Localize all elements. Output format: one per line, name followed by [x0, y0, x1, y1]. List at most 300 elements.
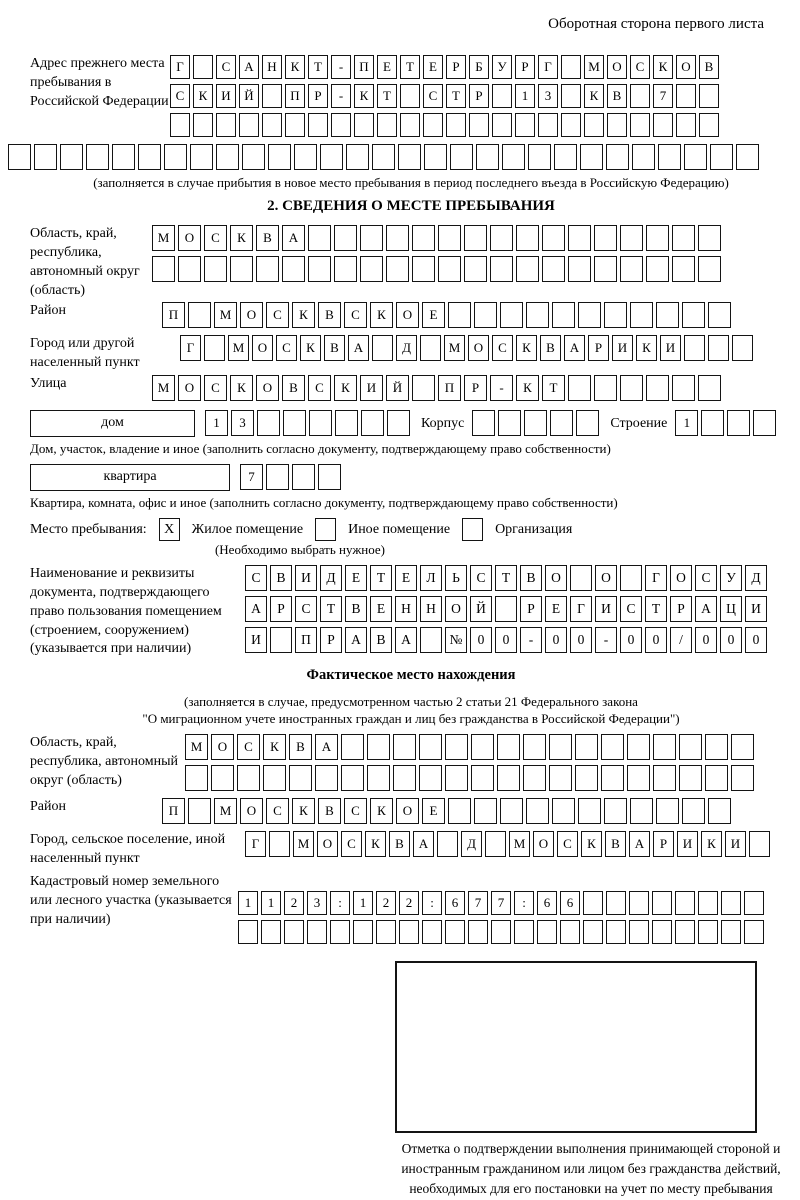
char-cell[interactable]: С: [245, 565, 267, 591]
char-cell[interactable]: [594, 375, 617, 401]
char-cell[interactable]: [270, 627, 292, 653]
char-cell[interactable]: 6: [445, 891, 465, 915]
char-cell[interactable]: [583, 920, 603, 944]
char-cell[interactable]: [604, 798, 627, 824]
char-cell[interactable]: С: [344, 798, 367, 824]
char-cell[interactable]: [360, 225, 383, 251]
char-cell[interactable]: Р: [588, 335, 609, 361]
char-cell[interactable]: [318, 464, 341, 490]
char-cell[interactable]: С: [216, 55, 236, 79]
char-cell[interactable]: 0: [620, 627, 642, 653]
char-cell[interactable]: И: [245, 627, 267, 653]
char-cell[interactable]: [268, 144, 291, 170]
char-cell[interactable]: М: [185, 734, 208, 760]
char-cell[interactable]: [372, 144, 395, 170]
char-cell[interactable]: [497, 734, 520, 760]
char-cell[interactable]: [630, 113, 650, 137]
char-cell[interactable]: [498, 410, 521, 436]
char-cell[interactable]: [676, 113, 696, 137]
char-cell[interactable]: 1: [515, 84, 535, 108]
char-cell[interactable]: [515, 113, 535, 137]
char-cell[interactable]: [516, 256, 539, 282]
char-cell[interactable]: -: [595, 627, 617, 653]
char-cell[interactable]: В: [256, 225, 279, 251]
char-cell[interactable]: [450, 144, 473, 170]
char-cell[interactable]: В: [540, 335, 561, 361]
char-cell[interactable]: В: [270, 565, 292, 591]
char-cell[interactable]: [646, 256, 669, 282]
char-cell[interactable]: [528, 144, 551, 170]
char-cell[interactable]: [606, 144, 629, 170]
char-cell[interactable]: [708, 302, 731, 328]
char-cell[interactable]: [698, 375, 721, 401]
char-cell[interactable]: [238, 920, 258, 944]
char-cell[interactable]: Т: [542, 375, 565, 401]
char-cell[interactable]: [523, 765, 546, 791]
char-cell[interactable]: О: [533, 831, 554, 857]
char-cell[interactable]: А: [282, 225, 305, 251]
char-cell[interactable]: Р: [520, 596, 542, 622]
char-cell[interactable]: [560, 920, 580, 944]
char-cell[interactable]: 2: [376, 891, 396, 915]
char-cell[interactable]: 0: [720, 627, 742, 653]
char-cell[interactable]: -: [490, 375, 513, 401]
char-cell[interactable]: С: [204, 375, 227, 401]
char-cell[interactable]: [8, 144, 31, 170]
char-cell[interactable]: [620, 565, 642, 591]
char-cell[interactable]: [705, 765, 728, 791]
char-cell[interactable]: В: [282, 375, 305, 401]
char-cell[interactable]: Д: [461, 831, 482, 857]
char-cell[interactable]: [575, 734, 598, 760]
char-cell[interactable]: [292, 464, 315, 490]
char-cell[interactable]: А: [695, 596, 717, 622]
char-cell[interactable]: [492, 113, 512, 137]
char-cell[interactable]: О: [240, 302, 263, 328]
char-cell[interactable]: :: [514, 891, 534, 915]
char-cell[interactable]: [285, 113, 305, 137]
char-cell[interactable]: [448, 302, 471, 328]
char-cell[interactable]: Ь: [445, 565, 467, 591]
char-cell[interactable]: [630, 798, 653, 824]
char-cell[interactable]: Е: [422, 798, 445, 824]
char-cell[interactable]: [412, 256, 435, 282]
char-cell[interactable]: 2: [284, 891, 304, 915]
char-cell[interactable]: И: [660, 335, 681, 361]
char-cell[interactable]: [652, 891, 672, 915]
char-cell[interactable]: К: [354, 84, 374, 108]
char-cell[interactable]: В: [370, 627, 392, 653]
char-cell[interactable]: [188, 302, 211, 328]
char-cell[interactable]: [653, 113, 673, 137]
char-cell[interactable]: П: [162, 798, 185, 824]
char-cell[interactable]: 0: [695, 627, 717, 653]
char-cell[interactable]: М: [444, 335, 465, 361]
char-cell[interactable]: [193, 113, 213, 137]
char-cell[interactable]: А: [629, 831, 650, 857]
char-cell[interactable]: [393, 734, 416, 760]
char-cell[interactable]: 6: [537, 891, 557, 915]
char-cell[interactable]: П: [295, 627, 317, 653]
char-cell[interactable]: [656, 302, 679, 328]
char-cell[interactable]: [152, 256, 175, 282]
char-cell[interactable]: -: [331, 55, 351, 79]
char-cell[interactable]: Г: [645, 565, 667, 591]
char-cell[interactable]: Р: [469, 84, 489, 108]
char-cell[interactable]: [464, 256, 487, 282]
char-cell[interactable]: [594, 256, 617, 282]
char-cell[interactable]: [112, 144, 135, 170]
char-cell[interactable]: [376, 920, 396, 944]
char-cell[interactable]: [386, 256, 409, 282]
char-cell[interactable]: П: [438, 375, 461, 401]
char-cell[interactable]: М: [214, 302, 237, 328]
char-cell[interactable]: Е: [370, 596, 392, 622]
char-cell[interactable]: М: [214, 798, 237, 824]
char-cell[interactable]: [568, 256, 591, 282]
char-cell[interactable]: [360, 256, 383, 282]
char-cell[interactable]: [216, 144, 239, 170]
char-cell[interactable]: [672, 256, 695, 282]
char-cell[interactable]: [516, 225, 539, 251]
char-cell[interactable]: С: [492, 335, 513, 361]
char-cell[interactable]: С: [695, 565, 717, 591]
char-cell[interactable]: [568, 375, 591, 401]
char-cell[interactable]: Р: [670, 596, 692, 622]
char-cell[interactable]: [262, 84, 282, 108]
char-cell[interactable]: [188, 798, 211, 824]
char-cell[interactable]: [698, 891, 718, 915]
char-cell[interactable]: [570, 565, 592, 591]
char-cell[interactable]: О: [545, 565, 567, 591]
char-cell[interactable]: [492, 84, 512, 108]
char-cell[interactable]: О: [396, 302, 419, 328]
char-cell[interactable]: Р: [308, 84, 328, 108]
char-cell[interactable]: [604, 302, 627, 328]
char-cell[interactable]: [422, 920, 442, 944]
char-cell[interactable]: Ц: [720, 596, 742, 622]
char-cell[interactable]: С: [630, 55, 650, 79]
char-cell[interactable]: [216, 113, 236, 137]
char-cell[interactable]: [627, 765, 650, 791]
char-cell[interactable]: [682, 798, 705, 824]
char-cell[interactable]: [549, 765, 572, 791]
char-cell[interactable]: [699, 113, 719, 137]
char-cell[interactable]: Е: [423, 55, 443, 79]
char-cell[interactable]: К: [193, 84, 213, 108]
char-cell[interactable]: [568, 225, 591, 251]
char-cell[interactable]: В: [318, 798, 341, 824]
char-cell[interactable]: [446, 113, 466, 137]
char-cell[interactable]: [367, 765, 390, 791]
char-cell[interactable]: [542, 225, 565, 251]
char-cell[interactable]: [620, 225, 643, 251]
char-cell[interactable]: [620, 375, 643, 401]
char-cell[interactable]: В: [605, 831, 626, 857]
char-cell[interactable]: М: [152, 225, 175, 251]
char-cell[interactable]: [400, 113, 420, 137]
char-cell[interactable]: [464, 225, 487, 251]
char-cell[interactable]: [606, 891, 626, 915]
char-cell[interactable]: [542, 256, 565, 282]
char-cell[interactable]: [675, 891, 695, 915]
char-cell[interactable]: [749, 831, 770, 857]
char-cell[interactable]: [594, 225, 617, 251]
char-cell[interactable]: -: [520, 627, 542, 653]
char-cell[interactable]: Т: [446, 84, 466, 108]
char-cell[interactable]: [632, 144, 655, 170]
char-cell[interactable]: Р: [653, 831, 674, 857]
char-cell[interactable]: Т: [645, 596, 667, 622]
char-cell[interactable]: [630, 302, 653, 328]
char-cell[interactable]: Р: [270, 596, 292, 622]
char-cell[interactable]: Р: [515, 55, 535, 79]
char-cell[interactable]: [653, 765, 676, 791]
char-cell[interactable]: И: [216, 84, 236, 108]
char-cell[interactable]: [744, 920, 764, 944]
char-cell[interactable]: П: [354, 55, 374, 79]
char-cell[interactable]: Й: [470, 596, 492, 622]
char-cell[interactable]: [721, 920, 741, 944]
char-cell[interactable]: К: [701, 831, 722, 857]
char-cell[interactable]: :: [330, 891, 350, 915]
char-cell[interactable]: [262, 113, 282, 137]
char-cell[interactable]: [672, 375, 695, 401]
char-cell[interactable]: [335, 410, 358, 436]
char-cell[interactable]: А: [348, 335, 369, 361]
char-cell[interactable]: А: [345, 627, 367, 653]
char-cell[interactable]: О: [595, 565, 617, 591]
char-cell[interactable]: [211, 765, 234, 791]
char-cell[interactable]: [500, 302, 523, 328]
char-cell[interactable]: [284, 920, 304, 944]
char-cell[interactable]: Т: [370, 565, 392, 591]
char-cell[interactable]: [601, 765, 624, 791]
char-cell[interactable]: Д: [396, 335, 417, 361]
stay-type-residential-checkbox[interactable]: X: [159, 518, 180, 541]
char-cell[interactable]: [424, 144, 447, 170]
char-cell[interactable]: 0: [495, 627, 517, 653]
char-cell[interactable]: [500, 798, 523, 824]
char-cell[interactable]: [710, 144, 733, 170]
char-cell[interactable]: К: [581, 831, 602, 857]
char-cell[interactable]: М: [584, 55, 604, 79]
char-cell[interactable]: С: [344, 302, 367, 328]
char-cell[interactable]: [398, 144, 421, 170]
char-cell[interactable]: [400, 84, 420, 108]
char-cell[interactable]: В: [324, 335, 345, 361]
char-cell[interactable]: Т: [400, 55, 420, 79]
char-cell[interactable]: [497, 765, 520, 791]
char-cell[interactable]: [387, 410, 410, 436]
char-cell[interactable]: Н: [395, 596, 417, 622]
char-cell[interactable]: К: [292, 302, 315, 328]
char-cell[interactable]: [744, 891, 764, 915]
char-cell[interactable]: [445, 920, 465, 944]
char-cell[interactable]: [471, 765, 494, 791]
char-cell[interactable]: [502, 144, 525, 170]
char-cell[interactable]: [86, 144, 109, 170]
char-cell[interactable]: [307, 920, 327, 944]
char-cell[interactable]: [372, 335, 393, 361]
char-cell[interactable]: [412, 375, 435, 401]
char-cell[interactable]: [330, 920, 350, 944]
char-cell[interactable]: В: [520, 565, 542, 591]
char-cell[interactable]: [261, 920, 281, 944]
char-cell[interactable]: [753, 410, 776, 436]
char-cell[interactable]: [524, 410, 547, 436]
char-cell[interactable]: 0: [545, 627, 567, 653]
char-cell[interactable]: [601, 734, 624, 760]
char-cell[interactable]: [732, 335, 753, 361]
char-cell[interactable]: [672, 225, 695, 251]
char-cell[interactable]: [239, 113, 259, 137]
char-cell[interactable]: К: [292, 798, 315, 824]
char-cell[interactable]: Е: [395, 565, 417, 591]
char-cell[interactable]: [731, 734, 754, 760]
char-cell[interactable]: [537, 920, 557, 944]
char-cell[interactable]: [721, 891, 741, 915]
char-cell[interactable]: [256, 256, 279, 282]
char-cell[interactable]: [698, 920, 718, 944]
char-cell[interactable]: С: [423, 84, 443, 108]
char-cell[interactable]: [320, 144, 343, 170]
char-cell[interactable]: К: [334, 375, 357, 401]
char-cell[interactable]: М: [293, 831, 314, 857]
char-cell[interactable]: [576, 410, 599, 436]
char-cell[interactable]: [698, 256, 721, 282]
char-cell[interactable]: [334, 256, 357, 282]
char-cell[interactable]: [367, 734, 390, 760]
char-cell[interactable]: И: [295, 565, 317, 591]
char-cell[interactable]: О: [445, 596, 467, 622]
char-cell[interactable]: [178, 256, 201, 282]
char-cell[interactable]: Л: [420, 565, 442, 591]
char-cell[interactable]: 1: [205, 410, 228, 436]
char-cell[interactable]: Г: [570, 596, 592, 622]
char-cell[interactable]: [309, 410, 332, 436]
char-cell[interactable]: [283, 410, 306, 436]
char-cell[interactable]: Й: [386, 375, 409, 401]
char-cell[interactable]: О: [396, 798, 419, 824]
char-cell[interactable]: В: [699, 55, 719, 79]
char-cell[interactable]: Д: [745, 565, 767, 591]
char-cell[interactable]: [437, 831, 458, 857]
char-cell[interactable]: [514, 920, 534, 944]
char-cell[interactable]: [386, 225, 409, 251]
char-cell[interactable]: [538, 113, 558, 137]
char-cell[interactable]: [420, 627, 442, 653]
char-cell[interactable]: [448, 798, 471, 824]
char-cell[interactable]: А: [395, 627, 417, 653]
char-cell[interactable]: [419, 765, 442, 791]
char-cell[interactable]: [204, 256, 227, 282]
char-cell[interactable]: [646, 375, 669, 401]
char-cell[interactable]: 0: [470, 627, 492, 653]
char-cell[interactable]: [549, 734, 572, 760]
char-cell[interactable]: [561, 113, 581, 137]
char-cell[interactable]: 1: [261, 891, 281, 915]
char-cell[interactable]: [656, 798, 679, 824]
char-cell[interactable]: О: [670, 565, 692, 591]
char-cell[interactable]: [550, 410, 573, 436]
char-cell[interactable]: [60, 144, 83, 170]
char-cell[interactable]: К: [516, 335, 537, 361]
char-cell[interactable]: П: [162, 302, 185, 328]
char-cell[interactable]: [727, 410, 750, 436]
char-cell[interactable]: К: [230, 375, 253, 401]
char-cell[interactable]: И: [360, 375, 383, 401]
char-cell[interactable]: [474, 798, 497, 824]
char-cell[interactable]: О: [211, 734, 234, 760]
char-cell[interactable]: О: [317, 831, 338, 857]
char-cell[interactable]: [257, 410, 280, 436]
char-cell[interactable]: Г: [245, 831, 266, 857]
char-cell[interactable]: [420, 335, 441, 361]
char-cell[interactable]: В: [318, 302, 341, 328]
char-cell[interactable]: [445, 765, 468, 791]
char-cell[interactable]: [679, 765, 702, 791]
char-cell[interactable]: В: [345, 596, 367, 622]
char-cell[interactable]: И: [612, 335, 633, 361]
char-cell[interactable]: [684, 144, 707, 170]
char-cell[interactable]: [495, 596, 517, 622]
char-cell[interactable]: [308, 256, 331, 282]
char-cell[interactable]: А: [245, 596, 267, 622]
char-cell[interactable]: [698, 225, 721, 251]
char-cell[interactable]: С: [557, 831, 578, 857]
char-cell[interactable]: [353, 920, 373, 944]
char-cell[interactable]: [266, 464, 289, 490]
char-cell[interactable]: [652, 920, 672, 944]
char-cell[interactable]: О: [676, 55, 696, 79]
char-cell[interactable]: [138, 144, 161, 170]
char-cell[interactable]: И: [595, 596, 617, 622]
char-cell[interactable]: 7: [653, 84, 673, 108]
char-cell[interactable]: [334, 225, 357, 251]
char-cell[interactable]: 1: [238, 891, 258, 915]
char-cell[interactable]: 7: [491, 891, 511, 915]
char-cell[interactable]: Е: [345, 565, 367, 591]
char-cell[interactable]: 0: [645, 627, 667, 653]
char-cell[interactable]: С: [266, 302, 289, 328]
char-cell[interactable]: [699, 84, 719, 108]
char-cell[interactable]: [491, 920, 511, 944]
char-cell[interactable]: 3: [231, 410, 254, 436]
char-cell[interactable]: [438, 225, 461, 251]
char-cell[interactable]: [469, 113, 489, 137]
char-cell[interactable]: Т: [495, 565, 517, 591]
char-cell[interactable]: 0: [570, 627, 592, 653]
char-cell[interactable]: М: [509, 831, 530, 857]
char-cell[interactable]: [185, 765, 208, 791]
char-cell[interactable]: В: [389, 831, 410, 857]
char-cell[interactable]: [474, 302, 497, 328]
char-cell[interactable]: [653, 734, 676, 760]
char-cell[interactable]: А: [239, 55, 259, 79]
char-cell[interactable]: 3: [307, 891, 327, 915]
char-cell[interactable]: Т: [320, 596, 342, 622]
char-cell[interactable]: [578, 798, 601, 824]
char-cell[interactable]: [399, 920, 419, 944]
char-cell[interactable]: [675, 920, 695, 944]
char-cell[interactable]: [561, 55, 581, 79]
char-cell[interactable]: А: [315, 734, 338, 760]
char-cell[interactable]: [341, 734, 364, 760]
char-cell[interactable]: [476, 144, 499, 170]
char-cell[interactable]: С: [308, 375, 331, 401]
char-cell[interactable]: [282, 256, 305, 282]
